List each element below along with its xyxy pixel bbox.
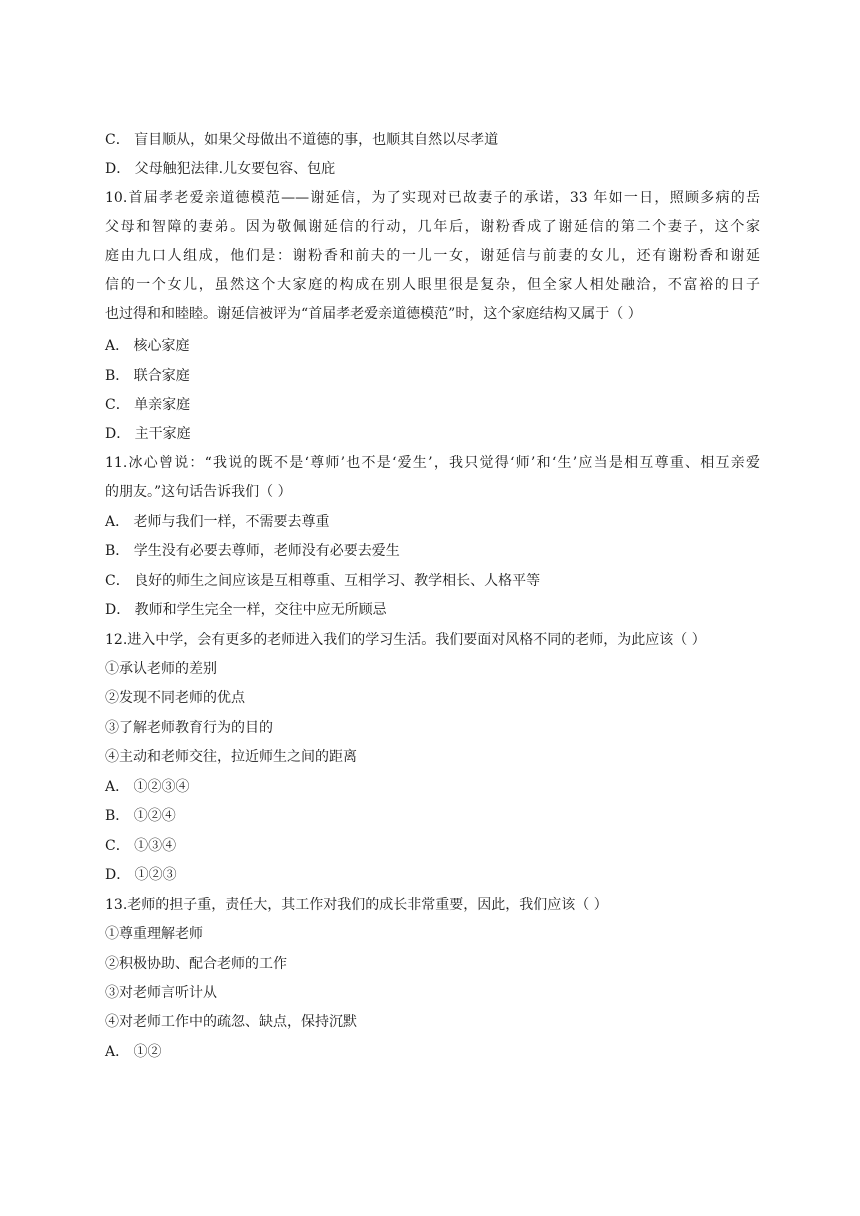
q12-statement-1: ①承认老师的差别 — [105, 661, 217, 677]
q11-option-b: B． 学生没有必要去尊师，老师没有必要去爱生 — [105, 543, 400, 559]
q10-option-b: B． 联合家庭 — [105, 368, 190, 384]
q10-option-d: D． 主干家庭 — [105, 426, 191, 442]
q11-option-c: C． 良好的师生之间应该是互相尊重、互相学习、教学相长、人格平等 — [105, 573, 541, 589]
q10-option-c: C． 单亲家庭 — [105, 397, 191, 413]
q12-stem: 12.进入中学，会有更多的老师进入我们的学习生活。我们要面对风格不同的老师，为此应该（ ） — [105, 632, 706, 648]
q13-statement-3: ③对老师言听计从 — [105, 985, 217, 1001]
q9-option-c: C． 盲目顺从，如果父母做出不道德的事，也顺其自然以尽孝道 — [105, 132, 499, 148]
q12-option-c: C． ①③④ — [105, 838, 177, 854]
q13-statement-2: ②积极协助、配合老师的工作 — [105, 956, 287, 972]
q13-statement-1: ①尊重理解老师 — [105, 926, 203, 942]
q10-stem-line-5: 也过得和和睦睦。谢延信被评为“首届孝老爱亲道德模范”时，这个家庭结构又属于（ ） — [105, 306, 642, 322]
q11-option-a: A． 老师与我们一样，不需要去尊重 — [105, 514, 330, 530]
q12-option-d: D． ①②③ — [105, 867, 177, 883]
q13-statement-4: ④对老师工作中的疏忽、缺点，保持沉默 — [105, 1014, 357, 1030]
q13-option-a: A． ①② — [105, 1044, 162, 1060]
q12-option-a: A． ①②③④ — [105, 779, 190, 795]
q10-stem-line-3: 庭由九口人组成，他们是：谢粉香和前夫的一儿一女，谢延信与前妻的女儿，还有谢粉香和谢延 — [105, 248, 760, 264]
q11-stem-line-1: 11.冰心曾说：“我说的既不是‘尊师’也不是‘爱生’，我只觉得‘师’和‘生’应当是相互尊重、相互亲爱 — [105, 455, 760, 471]
q10-option-a: A． 核心家庭 — [105, 338, 190, 354]
q12-option-b: B． ①②④ — [105, 808, 176, 824]
q12-statement-2: ②发现不同老师的优点 — [105, 690, 245, 706]
q10-stem-line-1: 10.首届孝老爱亲道德模范——谢延信，为了实现对已故妻子的承诺，33 年如一日，照顾多病的岳 — [105, 190, 760, 206]
q11-option-d: D． 教师和学生完全一样，交往中应无所顾忌 — [105, 602, 387, 618]
q11-stem-line-2: 的朋友。”这句话告诉我们（ ） — [105, 484, 292, 500]
q10-stem-line-2: 父母和智障的妻弟。因为敬佩谢延信的行动，几年后，谢粉香成了谢延信的第二个妻子，这个家 — [105, 219, 760, 235]
q12-statement-4: ④主动和老师交往，拉近师生之间的距离 — [105, 749, 357, 765]
q10-stem-line-4: 信的一个女儿，虽然这个大家庭的构成在别人眼里很是复杂，但全家人相处融洽，不富裕的日子 — [105, 277, 760, 293]
q12-statement-3: ③了解老师教育行为的目的 — [105, 720, 273, 736]
q9-option-d: D． 父母触犯法律.儿女要包容、包庇 — [105, 161, 336, 177]
q13-stem: 13.老师的担子重，责任大，其工作对我们的成长非常重要，因此，我们应该（ ） — [105, 897, 608, 913]
